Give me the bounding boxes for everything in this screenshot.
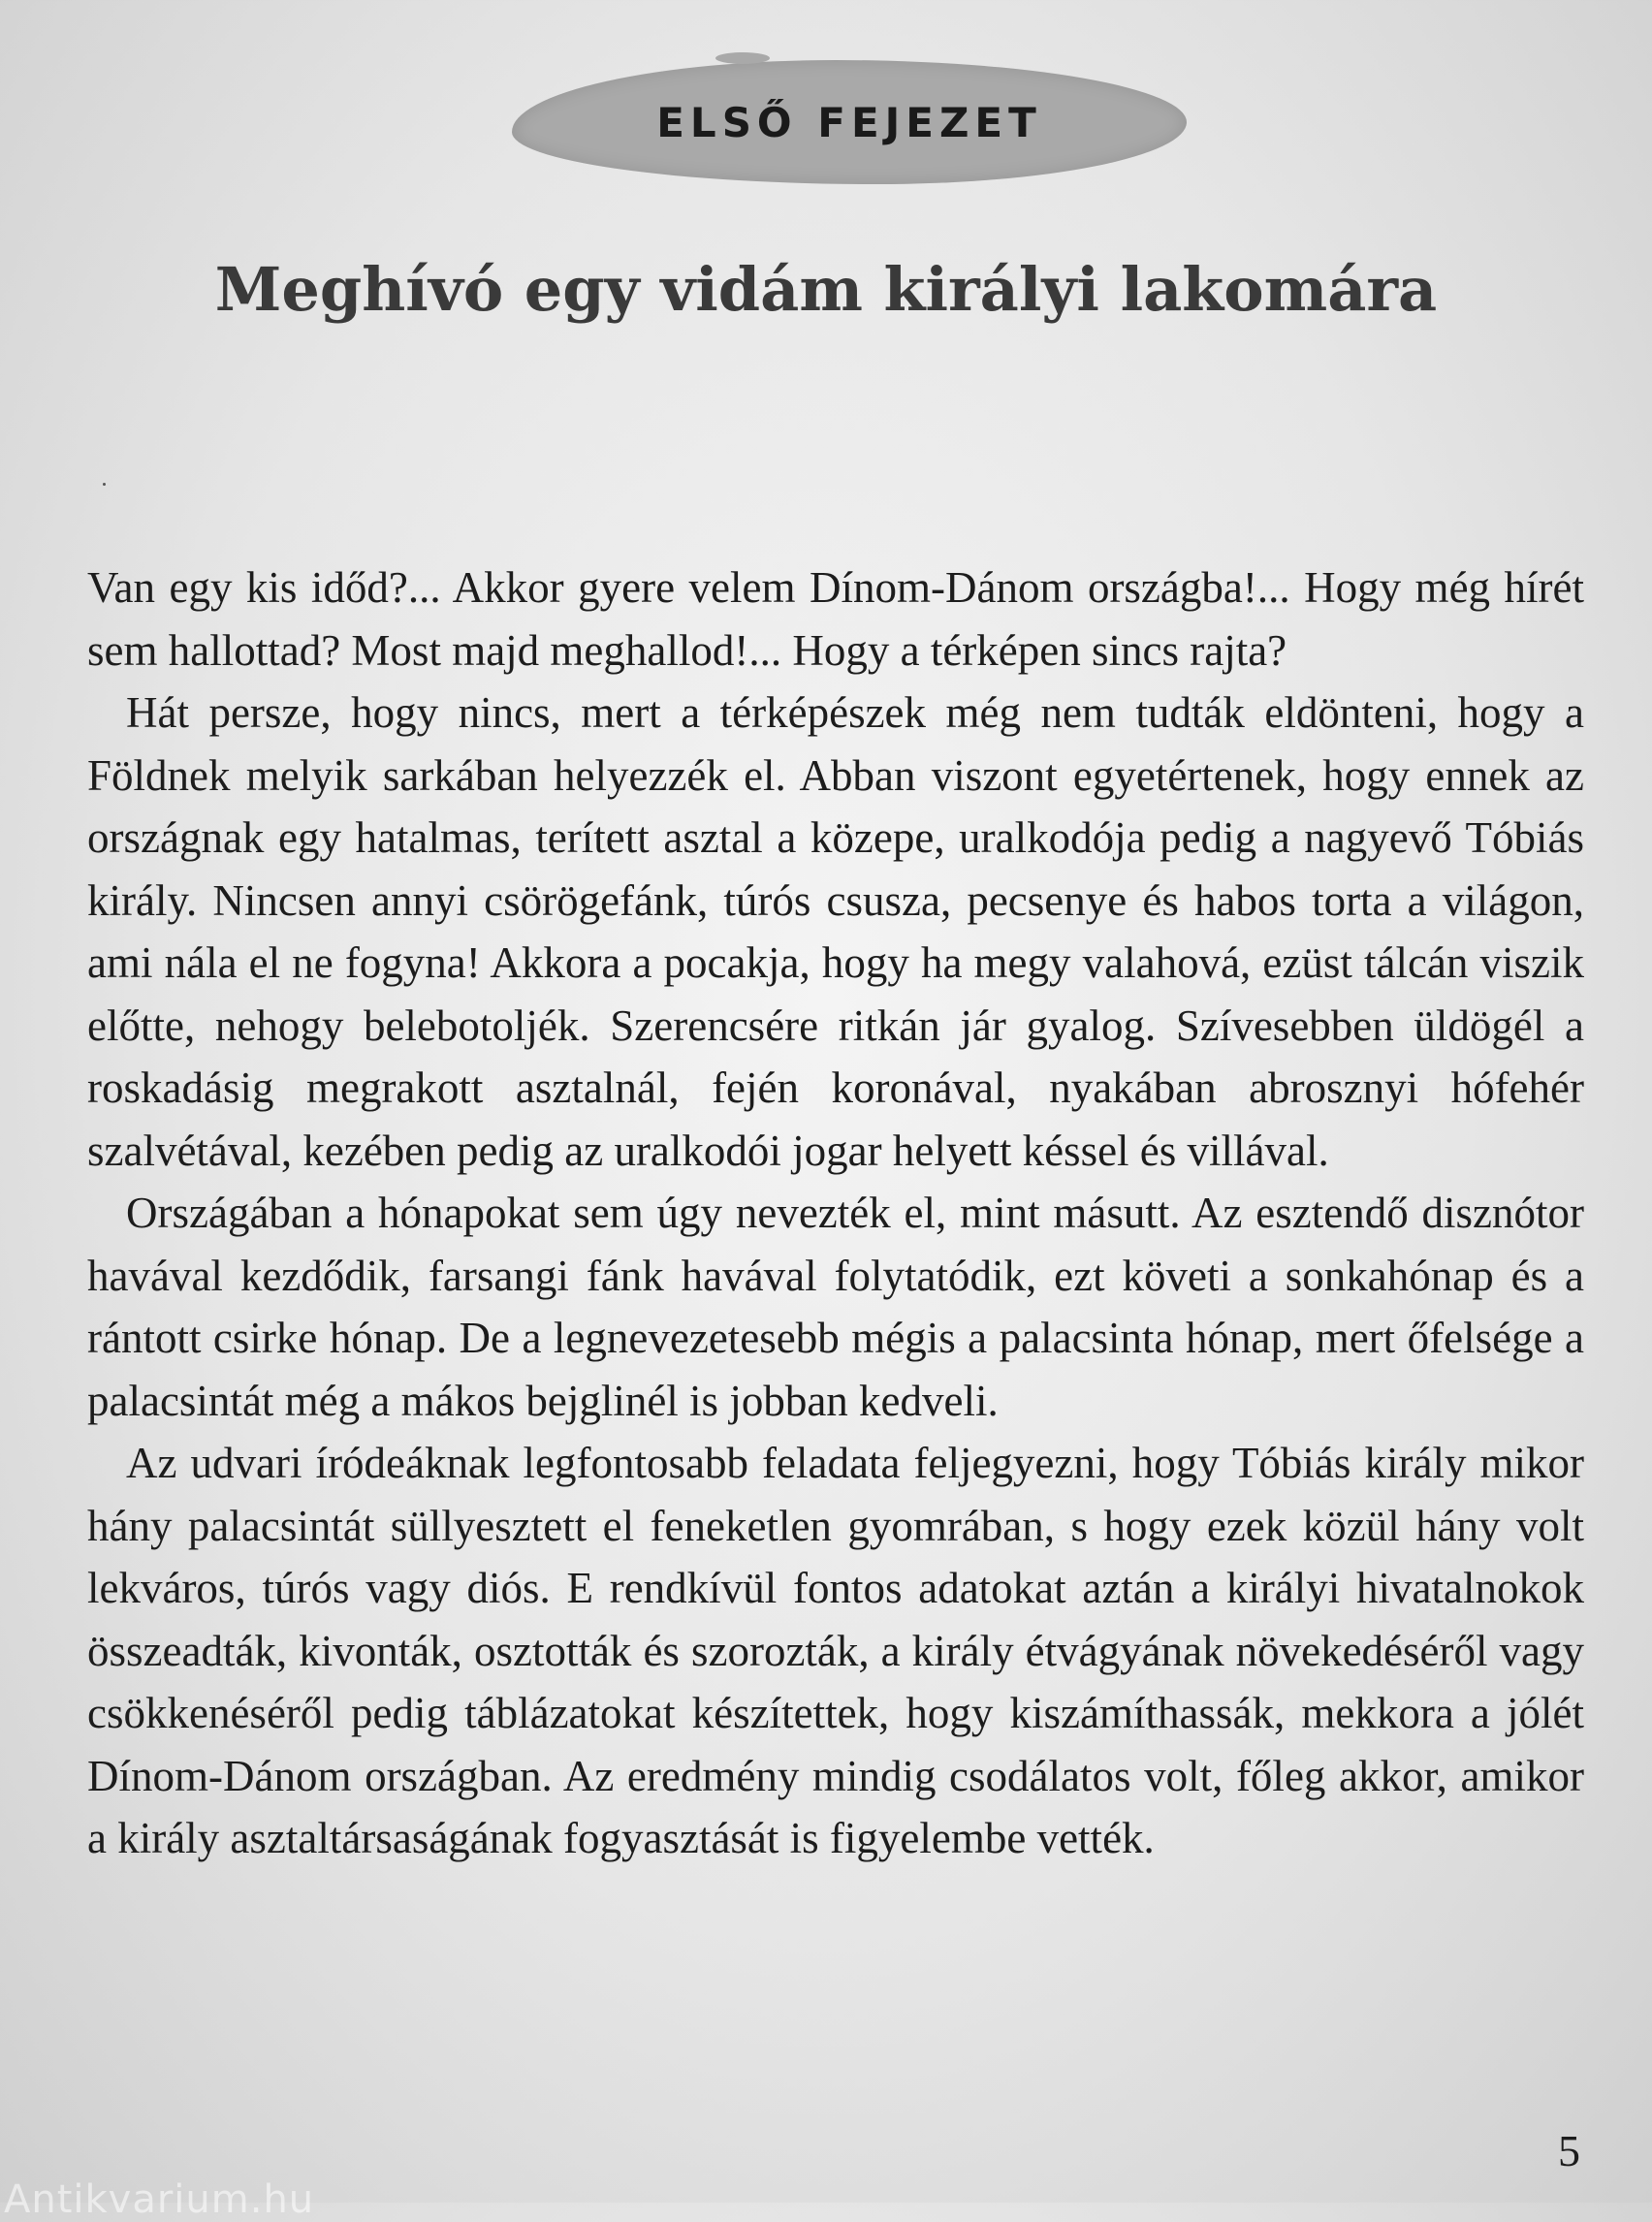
paragraph: Hát persze, hogy nincs, mert a térképészek még nem tudták eldönteni, hogy a Földnek melyik sarkában helyezzék el. Abban viszont egyetértenek, hogy ennek az országnak egy hatalmas, terített asztal a közepe, uralkodója pedig a nagyevő Tóbiás király. Nincsen annyi csörögefánk, túrós csusza, pecsenye és habos torta a világon, ami nála el ne fogyna! Akkora a pocakja, hogy ha megy valahová, ezüst tálcán viszik előtte, nehogy belebotoljék. Szerencsére ritkán jár gyalog. Szívesebben üldögél a roskadásig megrakott asztalnál, fején koronával, nyakában abrosznyi hófehér szalvétával, kezében pedig az uralkodói jogar helyett késsel és villával. — [87, 688, 1584, 1175]
paragraph: Van egy kis időd?... Akkor gyere velem Dínom-Dánom országba!... Hogy még hírét sem hallottad? Most majd meghallod!... Hogy a térképen sincs rajta? — [87, 563, 1584, 675]
paragraph: Országában a hónapokat sem úgy nevezték el, mint másutt. Az esztendő disznótor havával kezdődik, farsangi fánk havával folytatódik, ezt követi a sonkahónap és a rántott csirke hónap. De a legnevezetesebb mégis a palacsinta hónap, mert őfelsége a palacsintát még a mákos bejglinél is jobban kedveli. — [87, 1189, 1584, 1425]
chapter-title: Meghívó egy vidám királyi lakomára — [214, 254, 1438, 325]
chapter-label: ELSŐ FEJEZET — [656, 98, 1042, 146]
ink-fleck — [715, 52, 770, 64]
body-text — [87, 556, 1584, 1870]
paragraph: Az udvari íródeáknak legfontosabb feladata feljegyezni, hogy Tóbiás király mikor hány palacsintát süllyesztett el feneketlen gyomrában, s hogy ezek közül hány volt lekváros, túrós vagy diós. E rendkívül fontos adatokat aztán a királyi hivatalnokok összeadták, kivonták, osztották és szorozták, a király étvágyának növekedéséről vagy csökkenéséről pedig táblázatokat készítettek, hogy kiszámíthassák, mekkora a jólét Dínom-Dánom országban. Az eredmény mindig csodálatos volt, főleg akkor, amikor a király asztaltársaságának fogyasztását is figyelembe vették. — [87, 1439, 1584, 1862]
page-number: 5 — [1558, 2126, 1580, 2175]
chapter-badge — [512, 60, 1187, 184]
stray-mark — [103, 483, 106, 486]
watermark: Antikvarium.hu — [4, 2177, 315, 2222]
